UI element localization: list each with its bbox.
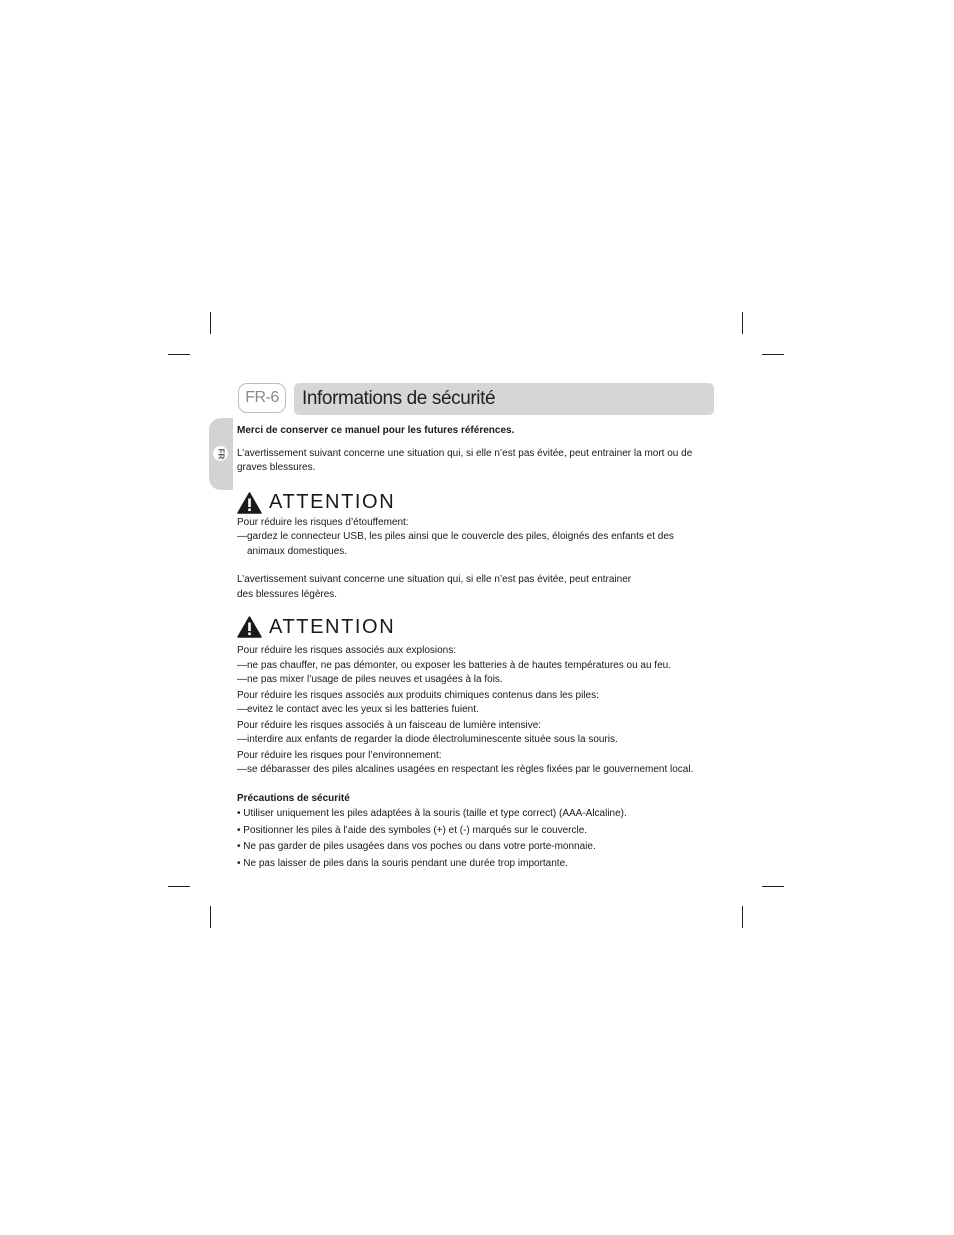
attention2-line: Pour réduire les risques associés aux produits chimiques contenus dans les piles: [237,689,599,701]
crop-mark-bottom-right-horizontal [762,886,784,887]
language-side-tab [209,418,233,490]
warning-minor-line: L’avertissement suivant concerne une situation qui, si elle n’est pas évitée, peut entrainer [237,574,632,585]
list-item: • Utiliser uniquement les piles adaptées à la souris (taille et type correct) (AAA-Alcaline). [237,806,707,823]
attention-heading-2 [237,614,707,640]
attention1-line: —gardez le connecteur USB, les piles ainsi que le couvercle des piles, éloignés des enfants et des [237,531,674,542]
language-badge [213,446,228,461]
crop-mark-top-left-vertical [210,312,211,334]
crop-mark-top-right-vertical [742,312,743,334]
precautions-heading: Précautions de sécurité [237,792,350,804]
list-item: • Ne pas garder de piles usagées dans vos poches ou dans votre porte-monnaie. [237,839,707,856]
attention-heading-1 [237,490,707,516]
attention2-line: —se débarasser des piles alcalines usagées en respectant les règles fixées par le gouvernement local. [237,764,694,775]
attention2-line: Pour réduire les risques pour l’environnement: [237,749,442,761]
list-item: • Positionner les piles à l’aide des symboles (+) et (-) marqués sur le couvercle. [237,823,707,840]
precautions-list [237,806,707,872]
attention1-line: Pour réduire les risques d’étouffement: [237,516,409,528]
crop-mark-bottom-left-vertical [210,906,211,928]
attention2-line: Pour réduire les risques associés aux explosions: [237,645,456,656]
crop-mark-top-left-horizontal [168,354,190,355]
attention-label-1: ATTENTION [269,491,396,514]
attention2-line: —ne pas chauffer, ne pas démonter, ou exposer les batteries à de hautes températures ou au feu. [237,659,671,671]
warning-minor-line: des blessures légères. [237,588,338,600]
warning-triangle-icon [237,616,262,638]
warning-triangle-icon [237,492,262,514]
attention2-line: —interdire aux enfants de regarder la diode électroluminescente située sous la souris. [237,734,618,745]
attention2-line: —evitez le contact avec les yeux si les batteries fuient. [237,704,479,715]
attention-label-2: ATTENTION [269,615,396,638]
document-body [237,424,707,872]
warning-death-text: L’avertissement suivant concerne une situation qui, si elle n’est pas évitée, peut entrainer la mort ou de graves blessures. [237,447,693,473]
crop-mark-bottom-right-vertical [742,906,743,928]
section-title-bar [294,383,714,415]
crop-mark-top-right-horizontal [762,354,784,355]
attention2-line: Pour réduire les risques associés à un faisceau de lumière intensive: [237,719,542,731]
attention1-line: animaux domestiques. [247,545,348,557]
language-label: FR [216,448,226,459]
page-number: FR-6 [238,383,286,413]
section-title: Informations de sécurité [302,388,496,409]
crop-mark-bottom-left-horizontal [168,886,190,887]
list-item: • Ne pas laisser de piles dans la souris pendant une durée trop importante. [237,856,707,873]
keep-manual-note: Merci de conserver ce manuel pour les futures références. [237,425,515,436]
attention2-line: —ne pas mixer l’usage de piles neuves et usagées à la fois. [237,674,503,685]
